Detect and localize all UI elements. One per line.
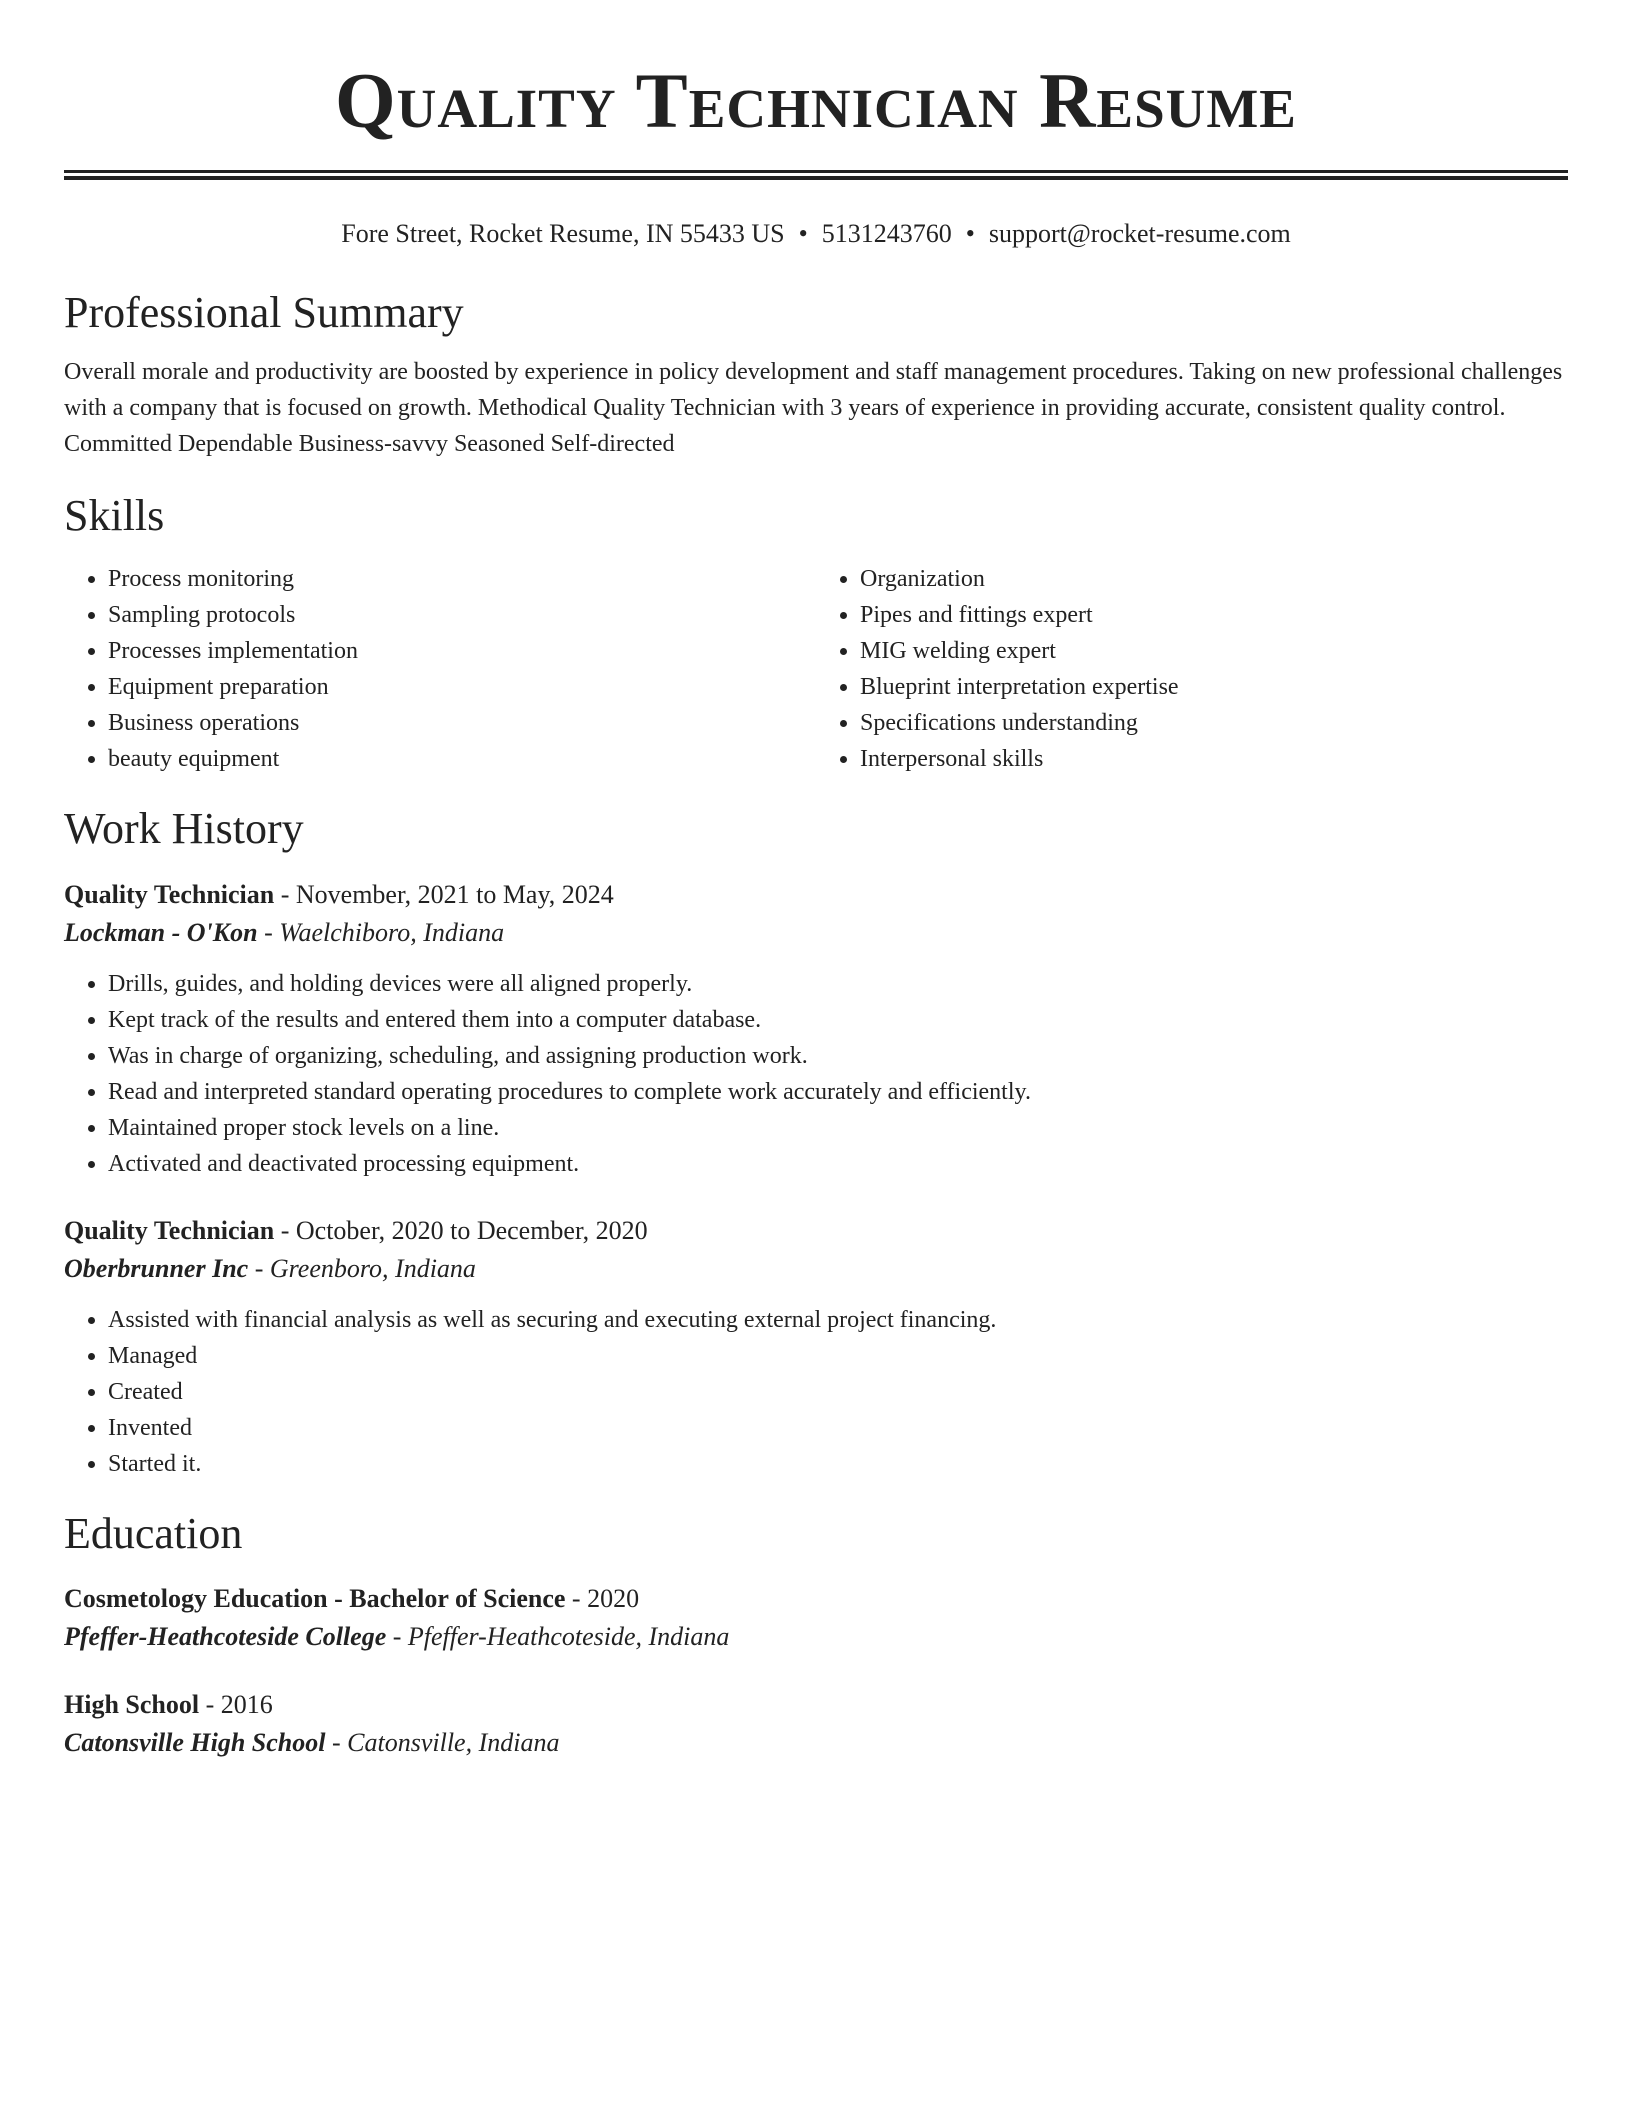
- summary-text: Overall morale and productivity are boosted by experience in policy development and staff management procedures. Taking on new professional challenges with a company that is focused on growth. Methodical Quality Technician with 3 years of experience in providing accurate, consistent quality control. Committed Dependable Business-savvy Seasoned Self-directed: [64, 358, 1563, 457]
- contact-separator: •: [798, 219, 808, 248]
- skill-item: • Interpersonal skills: [860, 741, 1568, 777]
- job-company: Lockman - O'Kon: [64, 917, 258, 947]
- contact-separator: •: [965, 219, 975, 248]
- education-year: - 2016: [199, 1690, 273, 1720]
- job-title: Quality Technician: [64, 1215, 275, 1245]
- title-double-rule: [64, 170, 1568, 180]
- skill-item: • Specifications understanding: [860, 705, 1568, 741]
- job-duty: • Started it.: [108, 1446, 1568, 1482]
- job-duties-list: [64, 966, 1568, 1182]
- work-history-heading: Work History: [64, 803, 304, 853]
- education-degree-line: [64, 1686, 1568, 1724]
- job-duty: • Maintained proper stock levels on a line.: [108, 1110, 1568, 1146]
- skill-item: • Business operations: [108, 705, 816, 741]
- job-dates: - November, 2021 to May, 2024: [274, 879, 614, 909]
- education-degree: High School: [64, 1690, 200, 1720]
- job-title: Quality Technician: [64, 879, 275, 909]
- resume-title: Quality Technician Resume: [334, 57, 1297, 144]
- job-entry: [64, 1212, 1568, 1482]
- education-school-line: [64, 1618, 1568, 1656]
- job-duty: • Activated and deactivated processing equipment.: [108, 1146, 1568, 1182]
- education-location: - Catonsville, Indiana: [325, 1728, 560, 1758]
- education-year: - 2020: [565, 1584, 640, 1614]
- contact-phone[interactable]: 5131243760: [821, 219, 952, 248]
- job-duty: • Created: [108, 1374, 1568, 1410]
- skill-item: • Equipment preparation: [108, 669, 816, 705]
- job-duty: • Kept track of the results and entered them into a computer database.: [108, 1002, 1568, 1038]
- education-school-line: [64, 1724, 1568, 1762]
- education-school: Catonsville High School: [64, 1728, 326, 1758]
- summary-heading: Professional Summary: [64, 288, 464, 338]
- job-title-line: [64, 876, 1568, 914]
- job-dates: - October, 2020 to December, 2020: [274, 1215, 648, 1245]
- contact-line: [64, 218, 1568, 249]
- education-entry: [64, 1686, 1568, 1762]
- job-duty: • Read and interpreted standard operating procedures to complete work accurately and efficiently.: [108, 1074, 1568, 1110]
- skill-item: • MIG welding expert: [860, 633, 1568, 669]
- job-location: - Greenboro, Indiana: [248, 1253, 476, 1283]
- skill-item: • beauty equipment: [108, 741, 816, 777]
- job-duty: • Drills, guides, and holding devices were all aligned properly.: [108, 966, 1568, 1002]
- job-location: - Waelchiboro, Indiana: [257, 917, 505, 947]
- job-duty: • Assisted with financial analysis as well as securing and executing external project financing.: [108, 1302, 1568, 1338]
- skills-grid: [64, 561, 1568, 777]
- skill-item: • Process monitoring: [108, 561, 816, 597]
- education-degree-line: [64, 1580, 1568, 1618]
- education-location: - Pfeffer-Heathcoteside, Indiana: [386, 1622, 730, 1652]
- job-company-line: [64, 914, 1568, 952]
- skill-item: • Blueprint interpretation expertise: [860, 669, 1568, 705]
- skill-item: • Organization: [860, 561, 1568, 597]
- education-heading: Education: [64, 1508, 243, 1558]
- education-degree: Cosmetology Education - Bachelor of Science: [64, 1584, 566, 1614]
- skills-left-list: [64, 561, 816, 777]
- job-company-line: [64, 1250, 1568, 1288]
- education-entry: [64, 1580, 1568, 1656]
- job-duty: • Managed: [108, 1338, 1568, 1374]
- skills-right-list: [816, 561, 1568, 777]
- job-duties-list: [64, 1302, 1568, 1482]
- contact-address: Fore Street, Rocket Resume, IN 55433 US: [341, 219, 785, 248]
- education-school: Pfeffer-Heathcoteside College: [64, 1622, 387, 1652]
- job-duty: • Invented: [108, 1410, 1568, 1446]
- skills-heading: Skills: [64, 490, 165, 540]
- job-duty: • Was in charge of organizing, scheduling, and assigning production work.: [108, 1038, 1568, 1074]
- contact-email[interactable]: support@rocket-resume.com: [988, 219, 1291, 248]
- skill-item: • Processes implementation: [108, 633, 816, 669]
- job-title-line: [64, 1212, 1568, 1250]
- job-entry: [64, 876, 1568, 1182]
- skill-item: • Pipes and fittings expert: [860, 597, 1568, 633]
- job-company: Oberbrunner Inc: [64, 1253, 249, 1283]
- skill-item: • Sampling protocols: [108, 597, 816, 633]
